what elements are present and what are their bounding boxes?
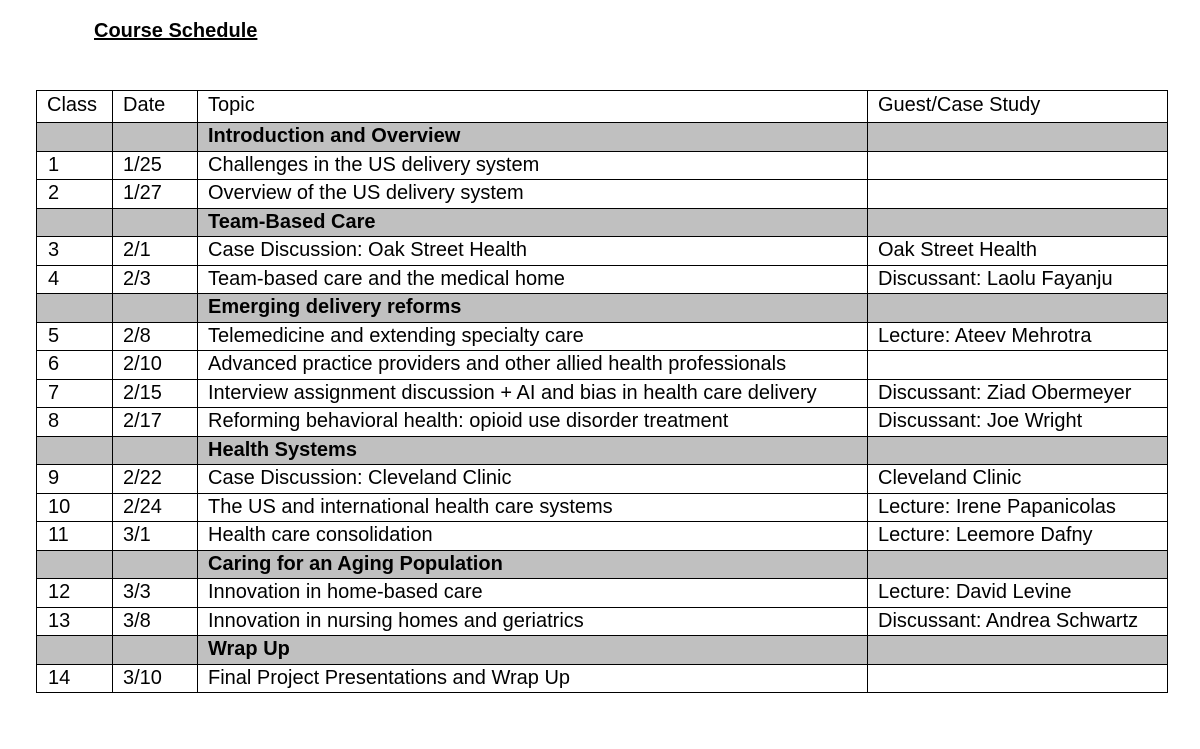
section-title: Team-Based Care [198, 208, 868, 237]
class-number: 14 [37, 664, 113, 693]
class-number: 3 [37, 237, 113, 266]
section-title: Health Systems [198, 436, 868, 465]
class-number: 9 [37, 465, 113, 494]
table-row [37, 237, 1168, 266]
section-date-cell [113, 123, 198, 152]
class-date: 3/3 [113, 579, 198, 608]
section-row [37, 208, 1168, 237]
class-topic: Overview of the US delivery system [198, 180, 868, 209]
table-row [37, 579, 1168, 608]
class-number: 6 [37, 351, 113, 380]
section-date-cell [113, 550, 198, 579]
class-guest [868, 180, 1168, 209]
section-class-cell [37, 123, 113, 152]
table-header-row [37, 91, 1168, 123]
section-guest-cell [868, 294, 1168, 323]
section-date-cell [113, 436, 198, 465]
section-row [37, 636, 1168, 665]
class-number: 12 [37, 579, 113, 608]
section-date-cell [113, 636, 198, 665]
class-topic: Health care consolidation [198, 522, 868, 551]
class-date: 2/8 [113, 322, 198, 351]
class-topic: The US and international health care systems [198, 493, 868, 522]
class-number: 2 [37, 180, 113, 209]
class-topic: Telemedicine and extending specialty care [198, 322, 868, 351]
section-row [37, 436, 1168, 465]
table-row [37, 522, 1168, 551]
class-date: 2/10 [113, 351, 198, 380]
class-number: 4 [37, 265, 113, 294]
class-date: 3/10 [113, 664, 198, 693]
table-row [37, 379, 1168, 408]
class-date: 1/27 [113, 180, 198, 209]
class-date: 3/8 [113, 607, 198, 636]
table-row [37, 465, 1168, 494]
class-guest: Discussant: Andrea Schwartz [868, 607, 1168, 636]
table-row [37, 664, 1168, 693]
class-guest: Lecture: Irene Papanicolas [868, 493, 1168, 522]
table-row [37, 151, 1168, 180]
class-topic: Final Project Presentations and Wrap Up [198, 664, 868, 693]
table-row [37, 493, 1168, 522]
class-date: 2/3 [113, 265, 198, 294]
header-class: Class [37, 91, 113, 123]
section-title: Caring for an Aging Population [198, 550, 868, 579]
section-guest-cell [868, 550, 1168, 579]
class-topic: Case Discussion: Oak Street Health [198, 237, 868, 266]
class-guest [868, 664, 1168, 693]
class-guest: Lecture: Leemore Dafny [868, 522, 1168, 551]
class-date: 2/17 [113, 408, 198, 437]
section-row [37, 123, 1168, 152]
class-date: 2/22 [113, 465, 198, 494]
page-title: Course Schedule [94, 20, 258, 42]
class-guest: Discussant: Joe Wright [868, 408, 1168, 437]
class-date: 3/1 [113, 522, 198, 551]
section-row [37, 294, 1168, 323]
class-number: 1 [37, 151, 113, 180]
class-topic: Innovation in nursing homes and geriatrics [198, 607, 868, 636]
section-class-cell [37, 294, 113, 323]
header-guest: Guest/Case Study [868, 91, 1168, 123]
table-row [37, 265, 1168, 294]
class-guest: Discussant: Laolu Fayanju [868, 265, 1168, 294]
class-guest: Lecture: Ateev Mehrotra [868, 322, 1168, 351]
class-guest [868, 351, 1168, 380]
class-guest: Lecture: David Levine [868, 579, 1168, 608]
section-class-cell [37, 550, 113, 579]
class-guest: Cleveland Clinic [868, 465, 1168, 494]
schedule-table [36, 90, 1168, 693]
header-topic: Topic [198, 91, 868, 123]
class-topic: Reforming behavioral health: opioid use disorder treatment [198, 408, 868, 437]
schedule-table-body [37, 91, 1168, 693]
class-topic: Team-based care and the medical home [198, 265, 868, 294]
class-number: 10 [37, 493, 113, 522]
class-guest: Discussant: Ziad Obermeyer [868, 379, 1168, 408]
section-row [37, 550, 1168, 579]
class-date: 2/1 [113, 237, 198, 266]
table-row [37, 322, 1168, 351]
section-date-cell [113, 294, 198, 323]
class-number: 13 [37, 607, 113, 636]
table-row [37, 180, 1168, 209]
class-topic: Challenges in the US delivery system [198, 151, 868, 180]
class-date: 2/15 [113, 379, 198, 408]
section-class-cell [37, 208, 113, 237]
header-date: Date [113, 91, 198, 123]
class-number: 5 [37, 322, 113, 351]
class-topic: Innovation in home-based care [198, 579, 868, 608]
class-number: 11 [37, 522, 113, 551]
table-row [37, 408, 1168, 437]
class-guest [868, 151, 1168, 180]
section-guest-cell [868, 123, 1168, 152]
class-topic: Interview assignment discussion + AI and bias in health care delivery [198, 379, 868, 408]
class-date: 2/24 [113, 493, 198, 522]
section-guest-cell [868, 636, 1168, 665]
class-topic: Advanced practice providers and other allied health professionals [198, 351, 868, 380]
section-title: Introduction and Overview [198, 123, 868, 152]
section-title: Wrap Up [198, 636, 868, 665]
section-class-cell [37, 636, 113, 665]
table-row [37, 607, 1168, 636]
section-guest-cell [868, 208, 1168, 237]
class-date: 1/25 [113, 151, 198, 180]
class-number: 8 [37, 408, 113, 437]
section-guest-cell [868, 436, 1168, 465]
section-title: Emerging delivery reforms [198, 294, 868, 323]
class-topic: Case Discussion: Cleveland Clinic [198, 465, 868, 494]
table-row [37, 351, 1168, 380]
class-number: 7 [37, 379, 113, 408]
section-date-cell [113, 208, 198, 237]
section-class-cell [37, 436, 113, 465]
class-guest: Oak Street Health [868, 237, 1168, 266]
